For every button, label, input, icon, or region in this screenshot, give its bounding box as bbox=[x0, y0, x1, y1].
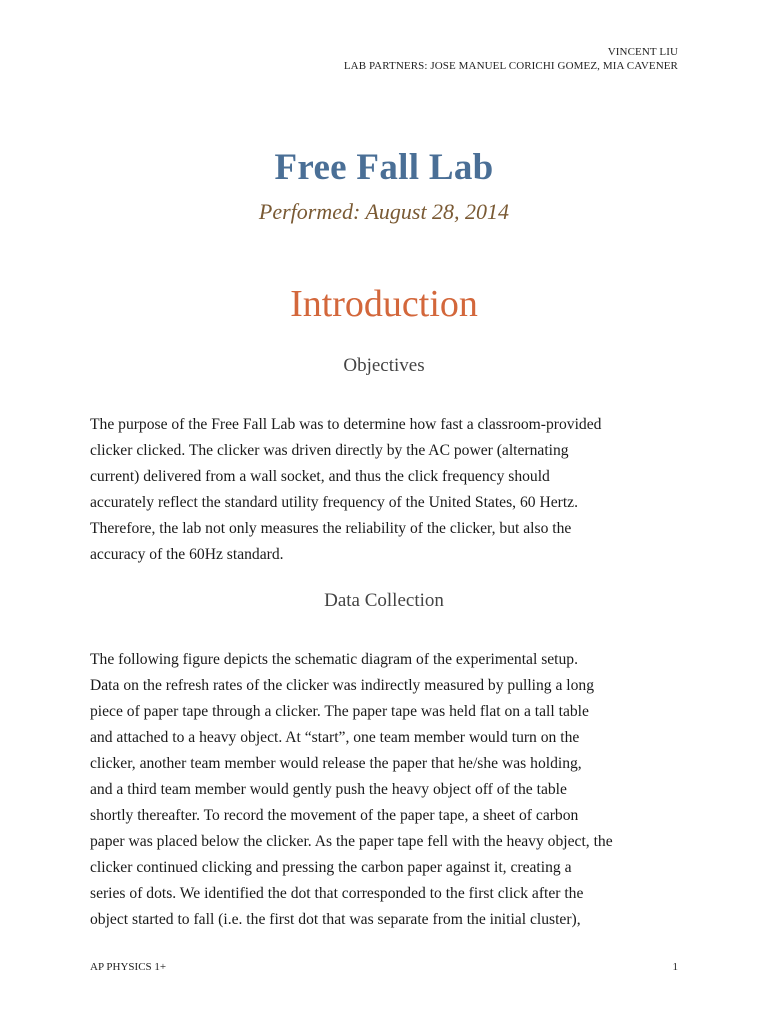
page-header bbox=[344, 45, 678, 73]
paragraph-line: The purpose of the Free Fall Lab was to determine how fast a classroom-provided bbox=[90, 416, 602, 433]
paragraph-line: accurately reflect the standard utility frequency of the United States, 60 Hertz. bbox=[90, 494, 578, 511]
document-title: Free Fall Lab bbox=[274, 147, 494, 188]
footer-course: AP PHYSICS 1+ bbox=[90, 961, 167, 973]
author-name: VINCENT LIU bbox=[607, 46, 678, 58]
lab-partners: LAB PARTNERS: JOSE MANUEL CORICHI GOMEZ, MIA CAVENER bbox=[343, 60, 678, 72]
document-subtitle: Performed: August 28, 2014 bbox=[258, 199, 510, 224]
paragraph-line: Therefore, the lab not only measures the reliability of the clicker, but also the bbox=[90, 520, 572, 537]
paragraph-line: series of dots. We identified the dot that corresponded to the first click after the bbox=[90, 885, 584, 902]
paragraph-line: accuracy of the 60Hz standard. bbox=[90, 546, 284, 563]
paragraph-line: paper was placed below the clicker. As the paper tape fell with the heavy object, the bbox=[90, 833, 613, 850]
footer-page-number: 1 bbox=[672, 961, 678, 973]
section-title-introduction: Introduction bbox=[290, 283, 478, 325]
paragraph-data-collection bbox=[90, 647, 690, 933]
paragraph-line: clicker, another team member would release the paper that he/she was holding, bbox=[90, 755, 582, 772]
subsection-title-data-collection: Data Collection bbox=[324, 590, 444, 611]
paragraph-line: shortly thereafter. To record the movement of the paper tape, a sheet of carbon bbox=[90, 807, 579, 824]
paragraph-line: The following figure depicts the schematic diagram of the experimental setup. bbox=[90, 651, 579, 668]
subsection-title-objectives: Objectives bbox=[343, 355, 425, 376]
paragraph-line: piece of paper tape through a clicker. The paper tape was held flat on a tall table bbox=[90, 703, 589, 720]
paragraph-line: current) delivered from a wall socket, and thus the click frequency should bbox=[90, 468, 550, 485]
paragraph-line: object started to fall (i.e. the first dot that was separate from the initial cluster), bbox=[90, 911, 581, 928]
paragraph-line: Data on the refresh rates of the clicker was indirectly measured by pulling a long bbox=[90, 677, 595, 694]
paragraph-line: and attached to a heavy object. At “start”, one team member would turn on the bbox=[90, 729, 580, 746]
paragraph-line: clicker clicked. The clicker was driven directly by the AC power (alternating bbox=[90, 442, 569, 459]
paragraph-line: clicker continued clicking and pressing the carbon paper against it, creating a bbox=[90, 859, 572, 876]
paragraph-objectives bbox=[90, 412, 690, 568]
paragraph-line: and a third team member would gently push the heavy object off of the table bbox=[90, 781, 567, 798]
